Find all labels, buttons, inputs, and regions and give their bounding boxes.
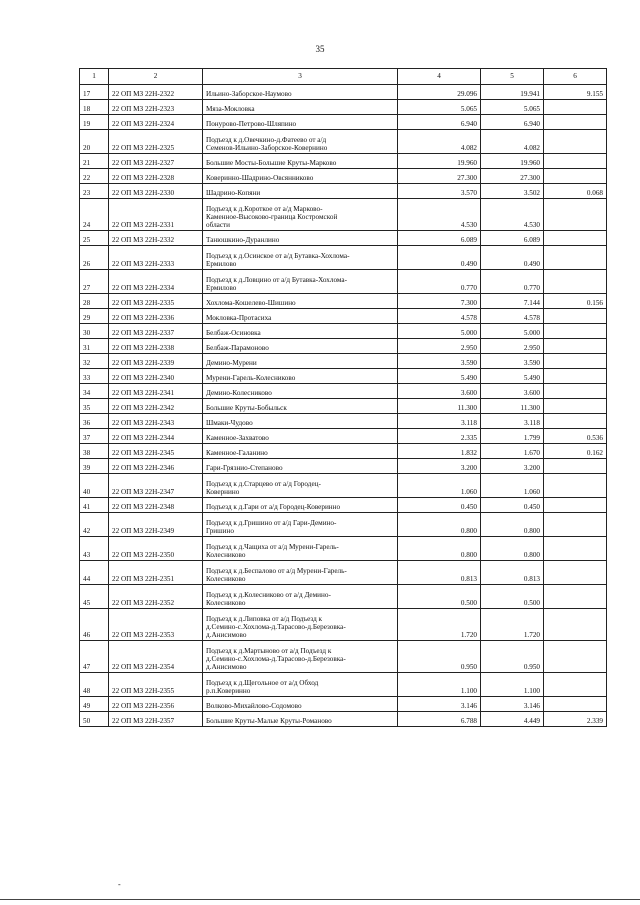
- length-col5-cell: 3.146: [481, 697, 544, 712]
- road-code-cell: 22 ОП МЗ 22Н-2332: [109, 231, 203, 246]
- table-row: [80, 231, 607, 246]
- length-col6-cell: [544, 169, 607, 184]
- total-length-cell: 0.800: [398, 537, 481, 561]
- row-number-cell: 44: [80, 561, 109, 585]
- row-number-cell: 41: [80, 498, 109, 513]
- total-length-cell: 0.770: [398, 270, 481, 294]
- road-code-cell: 22 ОП МЗ 22Н-2339: [109, 354, 203, 369]
- row-number-cell: 17: [80, 85, 109, 100]
- header-cell: 6: [544, 69, 607, 85]
- length-col5-cell: 7.144: [481, 294, 544, 309]
- row-number-cell: 38: [80, 444, 109, 459]
- table-row: [80, 444, 607, 459]
- length-col5-cell: 0.950: [481, 641, 544, 673]
- table-row: [80, 100, 607, 115]
- row-number-cell: 32: [80, 354, 109, 369]
- table-row: [80, 609, 607, 641]
- length-col6-cell: [544, 513, 607, 537]
- road-name-cell: Мокловка-Протасиха: [203, 309, 398, 324]
- table-row: [80, 154, 607, 169]
- road-code-cell: 22 ОП МЗ 22Н-2353: [109, 609, 203, 641]
- total-length-cell: 1.100: [398, 673, 481, 697]
- total-length-cell: 4.530: [398, 199, 481, 231]
- road-code-cell: 22 ОП МЗ 22Н-2351: [109, 561, 203, 585]
- total-length-cell: 3.600: [398, 384, 481, 399]
- row-number-cell: 37: [80, 429, 109, 444]
- row-number-cell: 34: [80, 384, 109, 399]
- length-col5-cell: 1.100: [481, 673, 544, 697]
- table-row: [80, 199, 607, 231]
- row-number-cell: 18: [80, 100, 109, 115]
- length-col6-cell: [544, 339, 607, 354]
- length-col6-cell: [544, 270, 607, 294]
- row-number-cell: 35: [80, 399, 109, 414]
- road-name-cell: Хохлома-Кошелево-Шишино: [203, 294, 398, 309]
- length-col5-cell: 1.720: [481, 609, 544, 641]
- length-col6-cell: [544, 199, 607, 231]
- length-col6-cell: [544, 697, 607, 712]
- road-name-cell: Подъезд к д.Осинское от а/д Бутавка-Хохлома- Ермилово: [203, 246, 398, 270]
- road-code-cell: 22 ОП МЗ 22Н-2348: [109, 498, 203, 513]
- road-name-cell: Танюшкино-Дуранлино: [203, 231, 398, 246]
- page-number: 35: [315, 44, 325, 54]
- total-length-cell: 19.960: [398, 154, 481, 169]
- table-row: [80, 641, 607, 673]
- row-number-cell: 21: [80, 154, 109, 169]
- road-name-cell: Демино-Колесниково: [203, 384, 398, 399]
- length-col6-cell: [544, 246, 607, 270]
- length-col6-cell: [544, 130, 607, 154]
- total-length-cell: 7.300: [398, 294, 481, 309]
- road-code-cell: 22 ОП МЗ 22Н-2357: [109, 712, 203, 727]
- length-col5-cell: 6.940: [481, 115, 544, 130]
- length-col6-cell: [544, 609, 607, 641]
- total-length-cell: 0.500: [398, 585, 481, 609]
- row-number-cell: 33: [80, 369, 109, 384]
- road-code-cell: 22 ОП МЗ 22Н-2335: [109, 294, 203, 309]
- road-code-cell: 22 ОП МЗ 22Н-2337: [109, 324, 203, 339]
- length-col5-cell: 2.950: [481, 339, 544, 354]
- length-col6-cell: [544, 399, 607, 414]
- length-col5-cell: 19.941: [481, 85, 544, 100]
- row-number-cell: 47: [80, 641, 109, 673]
- road-name-cell: Каменное-Галанино: [203, 444, 398, 459]
- road-code-cell: 22 ОП МЗ 22Н-2350: [109, 537, 203, 561]
- row-number-cell: 39: [80, 459, 109, 474]
- length-col6-cell: 2.339: [544, 712, 607, 727]
- length-col5-cell: 3.502: [481, 184, 544, 199]
- road-name-cell: Шмаки-Чудово: [203, 414, 398, 429]
- table-row: [80, 474, 607, 498]
- length-col6-cell: [544, 115, 607, 130]
- road-name-cell: Подъезд к д.Старцево от а/д Городец- Ковернино: [203, 474, 398, 498]
- length-col6-cell: [544, 414, 607, 429]
- road-name-cell: Большие Круты-Малые Круты-Романово: [203, 712, 398, 727]
- row-number-cell: 42: [80, 513, 109, 537]
- total-length-cell: 3.146: [398, 697, 481, 712]
- road-name-cell: Ильино-Заборское-Наумово: [203, 85, 398, 100]
- road-code-cell: 22 ОП МЗ 22Н-2341: [109, 384, 203, 399]
- length-col5-cell: 0.490: [481, 246, 544, 270]
- row-number-cell: 36: [80, 414, 109, 429]
- road-name-cell: Коверинно-Шадрино-Овсянниково: [203, 169, 398, 184]
- length-col5-cell: 3.200: [481, 459, 544, 474]
- road-code-cell: 22 ОП МЗ 22Н-2336: [109, 309, 203, 324]
- table-row: [80, 697, 607, 712]
- length-col6-cell: [544, 100, 607, 115]
- road-code-cell: 22 ОП МЗ 22Н-2325: [109, 130, 203, 154]
- table-row: [80, 712, 607, 727]
- road-name-cell: Мурени-Гарель-Колесниково: [203, 369, 398, 384]
- road-code-cell: 22 ОП МЗ 22Н-2345: [109, 444, 203, 459]
- road-name-cell: Подъезд к д.Беспалово от а/д Мурени-Гарель- Колесниково: [203, 561, 398, 585]
- road-code-cell: 22 ОП МЗ 22Н-2331: [109, 199, 203, 231]
- total-length-cell: 3.590: [398, 354, 481, 369]
- footer-mark: -: [118, 880, 121, 889]
- road-code-cell: 22 ОП МЗ 22Н-2328: [109, 169, 203, 184]
- total-length-cell: 5.000: [398, 324, 481, 339]
- length-col6-cell: [544, 231, 607, 246]
- table-row: [80, 115, 607, 130]
- length-col5-cell: 3.600: [481, 384, 544, 399]
- table-row: [80, 270, 607, 294]
- length-col5-cell: 27.300: [481, 169, 544, 184]
- table-row: [80, 414, 607, 429]
- total-length-cell: 6.940: [398, 115, 481, 130]
- table-row: [80, 246, 607, 270]
- total-length-cell: 2.950: [398, 339, 481, 354]
- row-number-cell: 31: [80, 339, 109, 354]
- row-number-cell: 26: [80, 246, 109, 270]
- road-name-cell: Подъезд к д.Чащиха от а/д Мурени-Гарель- Колесниково: [203, 537, 398, 561]
- total-length-cell: 1.060: [398, 474, 481, 498]
- length-col6-cell: [544, 369, 607, 384]
- length-col6-cell: 0.068: [544, 184, 607, 199]
- road-code-cell: 22 ОП МЗ 22Н-2347: [109, 474, 203, 498]
- table-row: [80, 498, 607, 513]
- length-col6-cell: 9.155: [544, 85, 607, 100]
- total-length-cell: 4.082: [398, 130, 481, 154]
- road-name-cell: Большие Круты-Бобыльск: [203, 399, 398, 414]
- row-number-cell: 49: [80, 697, 109, 712]
- length-col5-cell: 4.082: [481, 130, 544, 154]
- road-name-cell: Белбаж-Осиновка: [203, 324, 398, 339]
- length-col5-cell: 1.799: [481, 429, 544, 444]
- length-col5-cell: 5.490: [481, 369, 544, 384]
- length-col5-cell: 1.670: [481, 444, 544, 459]
- road-code-cell: 22 ОП МЗ 22Н-2340: [109, 369, 203, 384]
- length-col5-cell: 5.065: [481, 100, 544, 115]
- total-length-cell: 1.720: [398, 609, 481, 641]
- row-number-cell: 27: [80, 270, 109, 294]
- total-length-cell: 0.950: [398, 641, 481, 673]
- row-number-cell: 48: [80, 673, 109, 697]
- row-number-cell: 45: [80, 585, 109, 609]
- header-cell: 5: [481, 69, 544, 85]
- road-code-cell: 22 ОП МЗ 22Н-2352: [109, 585, 203, 609]
- road-name-cell: Подъезд к д.Щегольное от а/д Обход р.п.Коверинно: [203, 673, 398, 697]
- road-code-cell: 22 ОП МЗ 22Н-2343: [109, 414, 203, 429]
- length-col6-cell: [544, 673, 607, 697]
- road-name-cell: Подъезд к д.Мартыново от а/д Подъезд к д.Семино-с.Хохлома-д.Тарасово-д.Березовка- д.Анисимово: [203, 641, 398, 673]
- total-length-cell: 0.450: [398, 498, 481, 513]
- header-cell: 4: [398, 69, 481, 85]
- road-name-cell: Подъезд к д.Гари от а/д Городец-Коверинно: [203, 498, 398, 513]
- length-col6-cell: [544, 384, 607, 399]
- row-number-cell: 24: [80, 199, 109, 231]
- length-col5-cell: 0.500: [481, 585, 544, 609]
- length-col5-cell: 3.118: [481, 414, 544, 429]
- row-number-cell: 30: [80, 324, 109, 339]
- length-col5-cell: 0.770: [481, 270, 544, 294]
- length-col6-cell: [544, 498, 607, 513]
- road-code-cell: 22 ОП МЗ 22Н-2355: [109, 673, 203, 697]
- total-length-cell: 4.578: [398, 309, 481, 324]
- total-length-cell: 3.570: [398, 184, 481, 199]
- road-name-cell: Подъезд к д.Липовка от а/д Подъезд к д.Семино-с.Хохлома-д.Тарасово-д.Березовка- д.Анисимово: [203, 609, 398, 641]
- road-code-cell: 22 ОП МЗ 22Н-2334: [109, 270, 203, 294]
- road-code-cell: 22 ОП МЗ 22Н-2324: [109, 115, 203, 130]
- length-col6-cell: 0.536: [544, 429, 607, 444]
- table-row: [80, 309, 607, 324]
- road-code-cell: 22 ОП МЗ 22Н-2322: [109, 85, 203, 100]
- length-col6-cell: 0.162: [544, 444, 607, 459]
- row-number-cell: 40: [80, 474, 109, 498]
- road-name-cell: Белбаж-Парамоново: [203, 339, 398, 354]
- header-cell: 2: [109, 69, 203, 85]
- length-col5-cell: 0.450: [481, 498, 544, 513]
- length-col6-cell: [544, 585, 607, 609]
- length-col5-cell: 0.800: [481, 537, 544, 561]
- table-row: [80, 369, 607, 384]
- length-col5-cell: 4.449: [481, 712, 544, 727]
- road-code-cell: 22 ОП МЗ 22Н-2344: [109, 429, 203, 444]
- total-length-cell: 3.200: [398, 459, 481, 474]
- road-name-cell: Волково-Михайлово-Содомово: [203, 697, 398, 712]
- table-row: [80, 169, 607, 184]
- length-col6-cell: [544, 154, 607, 169]
- row-number-cell: 43: [80, 537, 109, 561]
- row-number-cell: 29: [80, 309, 109, 324]
- table-row: [80, 537, 607, 561]
- length-col5-cell: 6.089: [481, 231, 544, 246]
- table-row: [80, 561, 607, 585]
- length-col5-cell: 0.800: [481, 513, 544, 537]
- total-length-cell: 29.096: [398, 85, 481, 100]
- total-length-cell: 1.832: [398, 444, 481, 459]
- total-length-cell: 0.490: [398, 246, 481, 270]
- total-length-cell: 6.089: [398, 231, 481, 246]
- road-name-cell: Подъезд к д.Короткое от а/д Марково- Каменное-Высоково-граница Костромской области: [203, 199, 398, 231]
- header-cell: 1: [80, 69, 109, 85]
- total-length-cell: 11.300: [398, 399, 481, 414]
- length-col6-cell: [544, 561, 607, 585]
- total-length-cell: 0.800: [398, 513, 481, 537]
- table-row: [80, 130, 607, 154]
- row-number-cell: 28: [80, 294, 109, 309]
- row-number-cell: 22: [80, 169, 109, 184]
- length-col5-cell: 3.590: [481, 354, 544, 369]
- length-col6-cell: [544, 474, 607, 498]
- total-length-cell: 0.813: [398, 561, 481, 585]
- road-code-cell: 22 ОП МЗ 22Н-2330: [109, 184, 203, 199]
- road-name-cell: Подъезд к д.Колесниково от а/д Демино- Колесниково: [203, 585, 398, 609]
- row-number-cell: 46: [80, 609, 109, 641]
- road-name-cell: Гари-Грязнио-Степаново: [203, 459, 398, 474]
- total-length-cell: 5.065: [398, 100, 481, 115]
- road-name-cell: Подъезд к д.Ловцино от а/д Бутавка-Хохлома- Ермилово: [203, 270, 398, 294]
- table-row: [80, 339, 607, 354]
- footer-rule: [0, 899, 640, 900]
- road-code-cell: 22 ОП МЗ 22Н-2323: [109, 100, 203, 115]
- length-col6-cell: [544, 324, 607, 339]
- row-number-cell: 50: [80, 712, 109, 727]
- length-col6-cell: [544, 459, 607, 474]
- road-name-cell: Мяза-Мокловка: [203, 100, 398, 115]
- length-col5-cell: 11.300: [481, 399, 544, 414]
- road-name-cell: Большие Мосты-Большие Круты-Марково: [203, 154, 398, 169]
- table-row: [80, 384, 607, 399]
- table-row: [80, 459, 607, 474]
- road-code-cell: 22 ОП МЗ 22Н-2346: [109, 459, 203, 474]
- road-name-cell: Шадрино-Копяни: [203, 184, 398, 199]
- table-row: [80, 673, 607, 697]
- roads-table: [79, 68, 607, 727]
- row-number-cell: 23: [80, 184, 109, 199]
- road-name-cell: Каменное-Захватово: [203, 429, 398, 444]
- total-length-cell: 5.490: [398, 369, 481, 384]
- length-col6-cell: [544, 641, 607, 673]
- row-number-cell: 20: [80, 130, 109, 154]
- road-name-cell: Подъезд к д.Гришино от а/д Гари-Демино- Гришино: [203, 513, 398, 537]
- road-name-cell: Понурово-Петрово-Шляпино: [203, 115, 398, 130]
- length-col5-cell: 1.060: [481, 474, 544, 498]
- table-row: [80, 184, 607, 199]
- road-code-cell: 22 ОП МЗ 22Н-2356: [109, 697, 203, 712]
- total-length-cell: 6.788: [398, 712, 481, 727]
- total-length-cell: 27.300: [398, 169, 481, 184]
- length-col5-cell: 5.000: [481, 324, 544, 339]
- table-row: [80, 354, 607, 369]
- length-col6-cell: [544, 309, 607, 324]
- road-name-cell: Демино-Мурени: [203, 354, 398, 369]
- table-row: [80, 294, 607, 309]
- row-number-cell: 19: [80, 115, 109, 130]
- road-code-cell: 22 ОП МЗ 22Н-2327: [109, 154, 203, 169]
- total-length-cell: 2.335: [398, 429, 481, 444]
- road-code-cell: 22 ОП МЗ 22Н-2333: [109, 246, 203, 270]
- header-cell: 3: [203, 69, 398, 85]
- total-length-cell: 3.118: [398, 414, 481, 429]
- road-code-cell: 22 ОП МЗ 22Н-2338: [109, 339, 203, 354]
- length-col6-cell: [544, 537, 607, 561]
- road-name-cell: Подъезд к д.Овечкино-д.Фатеево от а/д Семенов-Ильино-Заборское-Ковернино: [203, 130, 398, 154]
- table-row: [80, 585, 607, 609]
- table-row: [80, 429, 607, 444]
- table-header-row: [80, 69, 607, 85]
- row-number-cell: 25: [80, 231, 109, 246]
- road-code-cell: 22 ОП МЗ 22Н-2354: [109, 641, 203, 673]
- length-col5-cell: 4.530: [481, 199, 544, 231]
- length-col6-cell: 0.156: [544, 294, 607, 309]
- table-row: [80, 324, 607, 339]
- table-row: [80, 85, 607, 100]
- table-row: [80, 399, 607, 414]
- length-col5-cell: 0.813: [481, 561, 544, 585]
- length-col5-cell: 4.578: [481, 309, 544, 324]
- length-col6-cell: [544, 354, 607, 369]
- length-col5-cell: 19.960: [481, 154, 544, 169]
- road-code-cell: 22 ОП МЗ 22Н-2342: [109, 399, 203, 414]
- table-row: [80, 513, 607, 537]
- road-code-cell: 22 ОП МЗ 22Н-2349: [109, 513, 203, 537]
